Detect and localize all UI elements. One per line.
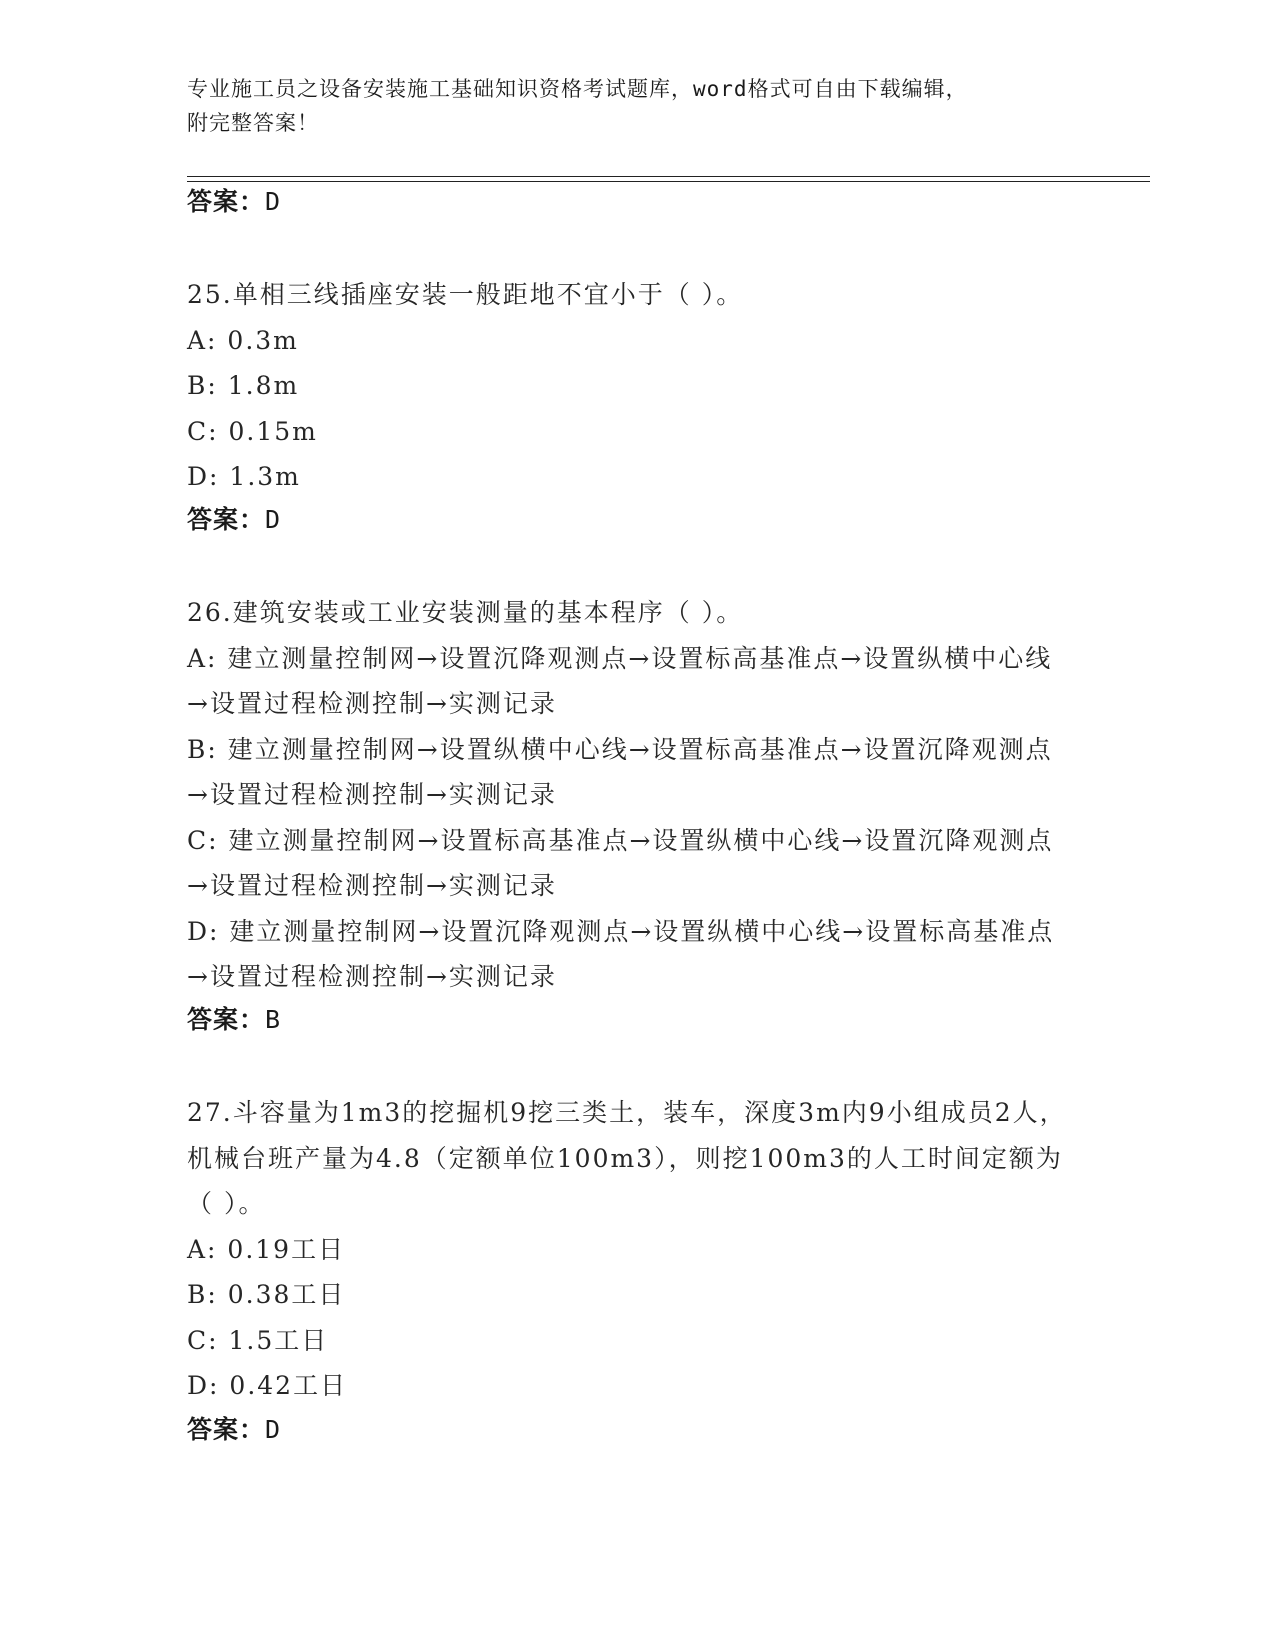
option-b: B: 建立测量控制网→设置纵横中心线→设置标高基准点→设置沉降观测点→设置过程检测控制→实测记录 (187, 734, 1053, 809)
option-c: C: 0.15m (187, 416, 318, 446)
question-stem: 26.建筑安装或工业安装测量的基本程序（ ）。 (187, 598, 744, 627)
answer-26 (187, 1004, 281, 1036)
answer-value: D (265, 187, 282, 216)
option-a: A: 0.3m (187, 325, 299, 355)
option-b: B: 0.38工日 (187, 1280, 346, 1309)
answer-value: B (265, 1005, 282, 1034)
header-rule-bottom (187, 181, 1150, 182)
option-b: B: 1.8m (187, 371, 300, 400)
answer-label: 答案： (187, 1415, 266, 1444)
option-d: D: 0.42工日 (187, 1371, 348, 1400)
option-c: C: 建立测量控制网→设置标高基准点→设置纵横中心线→设置沉降观测点→设置过程检测控制→实测记录 (187, 825, 1054, 900)
question-27 (187, 1090, 1067, 1409)
question-stem: 25.单相三线插座安装一般距地不宜小于（ ）。 (187, 280, 744, 309)
option-a: A: 建立测量控制网→设置沉降观测点→设置标高基准点→设置纵横中心线→设置过程检测控制→实测记录 (187, 643, 1053, 718)
option-a: A: 0.19工日 (187, 1234, 346, 1264)
prev-answer (187, 186, 281, 218)
answer-label: 答案： (187, 187, 266, 216)
answer-27 (187, 1414, 281, 1446)
option-d: D: 建立测量控制网→设置沉降观测点→设置纵横中心线→设置标高基准点→设置过程检测控制→实测记录 (187, 916, 1055, 991)
answer-label: 答案： (187, 1005, 266, 1034)
header-line-1: 专业施工员之设备安装施工基础知识资格考试题库，word格式可自由下载编辑， (187, 77, 968, 101)
answer-value: D (265, 1415, 282, 1444)
question-25 (187, 272, 1067, 500)
document-header (187, 72, 1067, 140)
header-rule-top (187, 176, 1150, 177)
question-stem: 27.斗容量为1m3的挖掘机9挖三类土，装车，深度3m内9小组成员2人，机械台班产量为4.8（定额单位100m3），则挖100m3的人工时间定额为（ ）。 (187, 1098, 1067, 1218)
question-26 (187, 590, 1067, 1000)
option-d: D: 1.3m (187, 462, 301, 491)
answer-25 (187, 504, 281, 536)
option-c: C: 1.5工日 (187, 1325, 329, 1355)
header-line-2: 附完整答案！ (187, 111, 319, 135)
answer-label: 答案： (187, 505, 266, 534)
answer-value: D (265, 505, 282, 534)
